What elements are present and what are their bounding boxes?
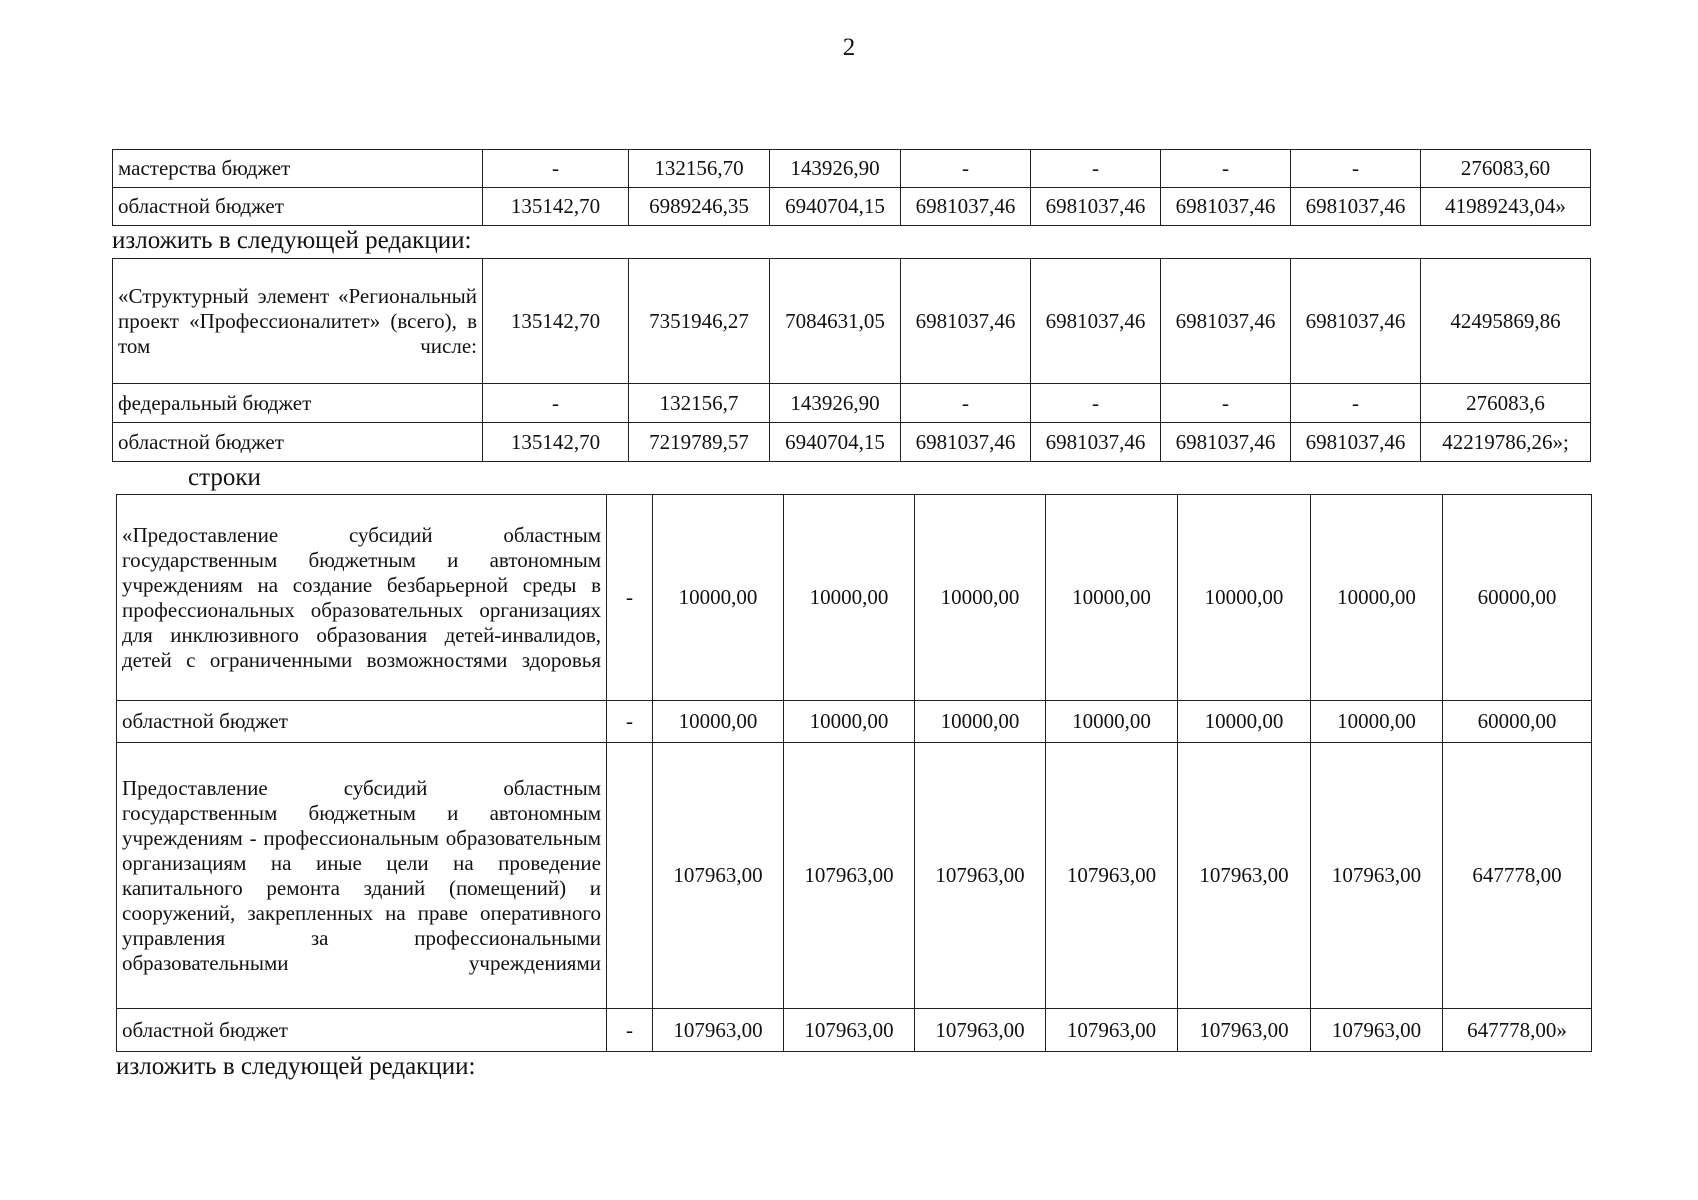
cell: 107963,00: [1311, 1009, 1443, 1052]
cell: 10000,00: [784, 701, 915, 743]
cell: 6981037,46: [1291, 188, 1421, 226]
table-row: [117, 701, 1592, 743]
cell: 132156,70: [629, 150, 770, 188]
cell: 107963,00: [784, 1009, 915, 1052]
cell: 10000,00: [1046, 495, 1178, 701]
cell: 10000,00: [915, 701, 1046, 743]
cell: 6989246,35: [629, 188, 770, 226]
cell: -: [1291, 150, 1421, 188]
cell: -: [1031, 150, 1161, 188]
cell: 6981037,46: [1161, 188, 1291, 226]
cell: 107963,00: [1046, 743, 1178, 1009]
cell: -: [1031, 384, 1161, 423]
old-table: [112, 149, 1591, 226]
row-label: областной бюджет: [113, 188, 483, 226]
cell: 6981037,46: [1291, 259, 1421, 384]
cell: 10000,00: [653, 495, 784, 701]
row-label: федеральный бюджет: [113, 384, 483, 423]
cell: 107963,00: [1311, 743, 1443, 1009]
cell: -: [483, 150, 629, 188]
cell: 107963,00: [1178, 1009, 1311, 1052]
cell: 107963,00: [1046, 1009, 1178, 1052]
cell: 647778,00: [1443, 743, 1592, 1009]
cell: 107963,00: [784, 743, 915, 1009]
cell: 60000,00: [1443, 495, 1592, 701]
cell: 135142,70: [483, 259, 629, 384]
cell: 6981037,46: [1291, 423, 1421, 462]
cell: 143926,90: [770, 150, 901, 188]
cell: 6981037,46: [901, 259, 1031, 384]
cell: -: [1161, 384, 1291, 423]
row-label: мастерства бюджет: [113, 150, 483, 188]
paragraph-instruction: изложить в следующей редакции:: [112, 227, 472, 254]
cell: 42495869,86: [1421, 259, 1591, 384]
cell: 10000,00: [1311, 701, 1443, 743]
table-row: [117, 495, 1592, 701]
cell: 276083,6: [1421, 384, 1591, 423]
cell: 6981037,46: [1031, 259, 1161, 384]
row-label: «Предоставление субсидий областным государственным бюджетным и автономным учреждениям на создание безбарьерной среды в профессиональных образовательных организациях для инклюзивного образования детей-инвалидов, детей с ограниченными возможностями здоровья: [117, 495, 607, 701]
cell: 60000,00: [1443, 701, 1592, 743]
table-row: [117, 743, 1592, 1009]
cell: 7219789,57: [629, 423, 770, 462]
cell: 647778,00»: [1443, 1009, 1592, 1052]
cell: -: [607, 495, 653, 701]
cell: 276083,60: [1421, 150, 1591, 188]
cell: 107963,00: [915, 1009, 1046, 1052]
row-label: областной бюджет: [117, 1009, 607, 1052]
lines-table: [116, 494, 1592, 743]
cell: 10000,00: [1046, 701, 1178, 743]
cell: -: [1161, 150, 1291, 188]
cell: 6981037,46: [1031, 423, 1161, 462]
row-label: Предоставление субсидий областным государственным бюджетным и автономным учреждениям - профессиональным образовательным организациям на иные цели на проведение капитального ремонта зданий (помещений) и сооружений, закрепленных на праве оперативного управления за профессиональными образовательными учреждениями: [117, 743, 607, 1009]
cell: -: [1291, 384, 1421, 423]
cell: 6981037,46: [1031, 188, 1161, 226]
cell: 135142,70: [483, 188, 629, 226]
paragraph-lines: строки: [188, 464, 261, 491]
cell: 6981037,46: [1161, 423, 1291, 462]
cell: 6981037,46: [1161, 259, 1291, 384]
cell: 7351946,27: [629, 259, 770, 384]
cell: -: [901, 150, 1031, 188]
table-row: [113, 259, 1591, 384]
table-row: [113, 384, 1591, 423]
table-row: [117, 1009, 1592, 1052]
cell: -: [483, 384, 629, 423]
cell: 107963,00: [915, 743, 1046, 1009]
cell: 132156,7: [629, 384, 770, 423]
table-row: [113, 150, 1591, 188]
cell: 6981037,46: [901, 188, 1031, 226]
cell: 143926,90: [770, 384, 901, 423]
cell: 10000,00: [1178, 701, 1311, 743]
table-row: [113, 188, 1591, 226]
row-label: областной бюджет: [113, 423, 483, 462]
cell: 10000,00: [653, 701, 784, 743]
cell: 107963,00: [653, 1009, 784, 1052]
cell: [607, 743, 653, 1009]
cell: -: [607, 701, 653, 743]
cell: -: [901, 384, 1031, 423]
table-row: [113, 423, 1591, 462]
cell: 10000,00: [1178, 495, 1311, 701]
cell: 107963,00: [653, 743, 784, 1009]
cell: 6940704,15: [770, 423, 901, 462]
row-label: [113, 259, 483, 384]
page-number: 2: [842, 34, 856, 61]
cell: 6940704,15: [770, 188, 901, 226]
cell: 10000,00: [1311, 495, 1443, 701]
cell: 135142,70: [483, 423, 629, 462]
row-label: областной бюджет: [117, 701, 607, 743]
cell: 10000,00: [915, 495, 1046, 701]
row-label-text: «Структурный элемент «Региональный проект «Профессионалитет» (всего), в том числе:: [118, 283, 477, 358]
new-edition-table: [112, 258, 1591, 462]
lines-table-continued: [116, 742, 1592, 1052]
cell: -: [607, 1009, 653, 1052]
cell: 6981037,46: [901, 423, 1031, 462]
cell: 10000,00: [784, 495, 915, 701]
cell: 7084631,05: [770, 259, 901, 384]
cell: 42219786,26»;: [1421, 423, 1591, 462]
cell: 107963,00: [1178, 743, 1311, 1009]
cell: 41989243,04»: [1421, 188, 1591, 226]
paragraph-instruction-final: изложить в следующей редакции:: [116, 1053, 476, 1080]
